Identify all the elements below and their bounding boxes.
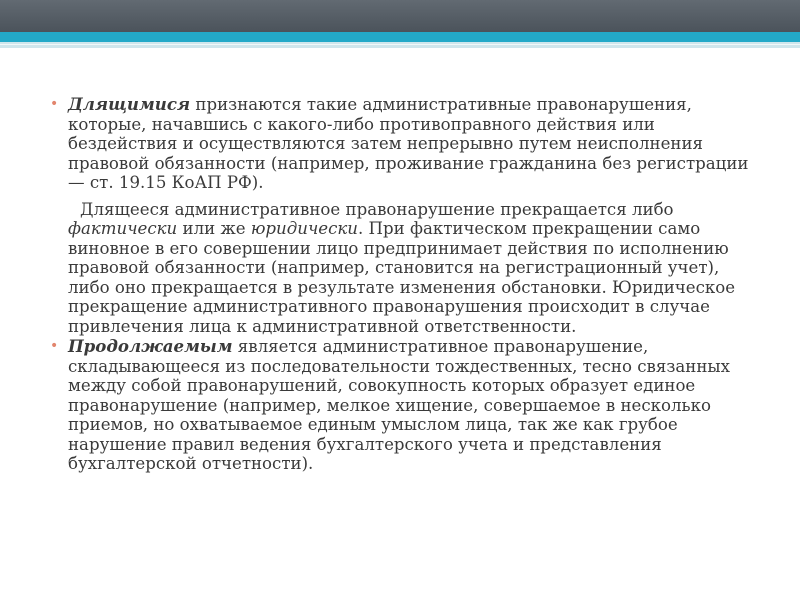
paragraph-part-3: . При фактическом прекращении само виновное в его совершении лицо предпринимает действия по исполнению правовой обязанности (например, становится на регистрационный учет), либо оно прекращается в результате изменения обстановки. Юридическое прекращение административного правонарушения происходит в случае привлечения лица к административной ответственности. <box>68 219 736 336</box>
paragraph-part-1: Длящееся административное правонарушение прекращается либо <box>80 199 674 219</box>
emphasis-legal: юридически <box>250 219 358 238</box>
termination-paragraph <box>50 200 755 337</box>
accent-band-light <box>0 42 800 48</box>
bullet-text-continued: является административное правонарушение, складывающееся из последовательности тождественных, тесно связанных между собой правонарушений, совокупность которых образует единое правонарушение (например, мелкое хищение, совершаемое в несколько приемов, но охватываемое единым умыслом лица, так же как грубое нарушение правил ведения бухгалтерского учета и представления бухгалтерской отчетности). <box>68 337 730 473</box>
bullet-item-continuing <box>50 95 755 193</box>
slide-content <box>50 95 755 474</box>
bullet-dot-icon: • <box>50 338 59 354</box>
bullet-dot-icon: • <box>50 96 59 112</box>
bullet-item-continued <box>50 337 755 474</box>
accent-band <box>0 32 800 42</box>
emphasis-factual: фактически <box>68 219 178 238</box>
term-continuing: Длящимися <box>68 94 191 114</box>
top-header-bar <box>0 0 800 32</box>
term-continued: Продолжаемым <box>68 336 233 356</box>
bullet-text-continuing: признаются такие административные правонарушения, которые, начавшись с какого-либо противоправного действия или бездействия и осуществляются затем непрерывно путем неисполнения правовой обязанности (например, проживание гражданина без регистрации — ст. 19.15 КоАП РФ). <box>68 95 749 192</box>
paragraph-part-2: или же <box>177 219 251 238</box>
